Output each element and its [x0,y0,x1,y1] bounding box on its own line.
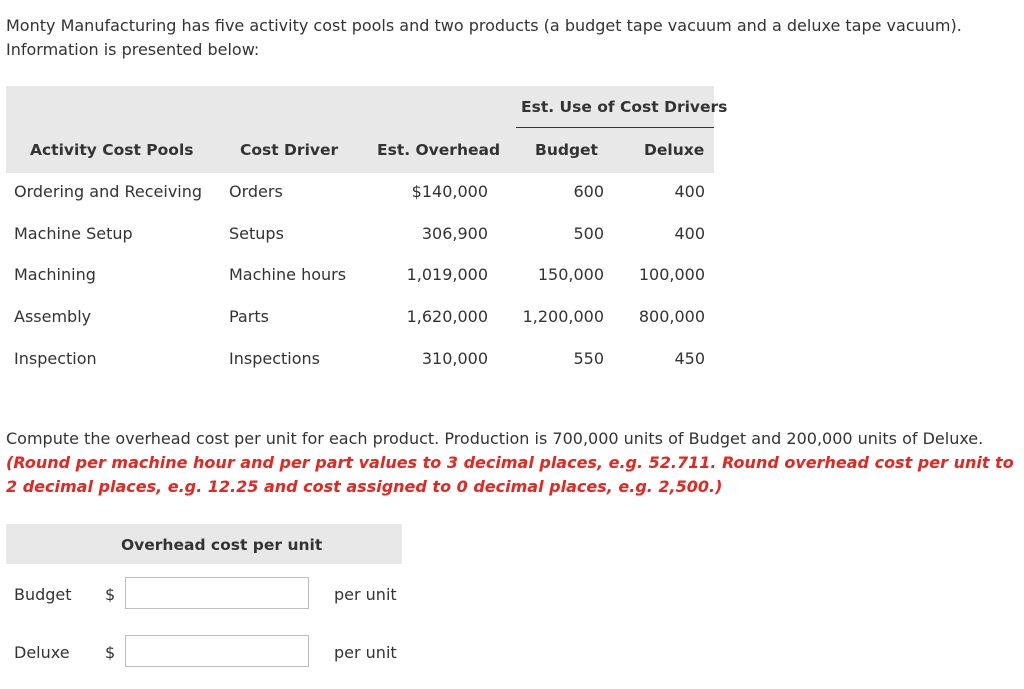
table-row-pool: Ordering and Receiving [14,182,203,201]
table-row-deluxe: 800,000 [638,307,705,326]
table-row-driver: Inspections [229,349,320,368]
budget-overhead-input[interactable] [125,577,309,609]
currency-sign: $ [105,585,116,604]
table-row-deluxe: 400 [674,182,705,201]
group-header-cost-drivers: Est. Use of Cost Drivers [521,98,728,116]
header-budget: Budget [535,141,598,159]
table-row-overhead: $140,000 [411,182,488,201]
rounding-note: (Round per machine hour and per part values to 3 decimal places, e.g. 52.711. Round overhead cost per unit to 2 decimal places, e.g. 12.25 and cost assigned to 0 decimal places, e.g. 2,500.) [6,453,1014,496]
answer-label-deluxe: Deluxe [14,643,70,662]
answer-label-budget: Budget [14,585,72,604]
table-row-budget: 150,000 [537,265,604,284]
table-row-overhead: 1,019,000 [406,265,488,284]
table-row-budget: 1,200,000 [522,307,604,326]
table-row-driver: Orders [229,182,283,201]
table-row-overhead: 1,620,000 [406,307,488,326]
table-row-pool: Machining [14,265,96,284]
table-row-overhead: 310,000 [421,349,488,368]
group-header-underline [516,127,714,128]
header-deluxe: Deluxe [644,141,705,159]
instruction-text [6,427,1020,499]
currency-sign: $ [105,643,116,662]
answer-header: Overhead cost per unit [121,536,323,554]
unit-label: per unit [334,585,397,604]
intro-text: Monty Manufacturing has five activity cost pools and two products (a budget tape vacuum and a deluxe tape vacuum). Information is presented below: [6,16,962,59]
table-row-driver: Parts [229,307,269,326]
header-activity-cost-pools: Activity Cost Pools [30,141,194,159]
deluxe-overhead-input[interactable] [125,635,309,667]
table-row-pool: Assembly [14,307,92,326]
table-row-deluxe: 400 [674,224,705,243]
table-row-driver: Setups [229,224,284,243]
header-est-overhead: Est. Overhead [377,141,501,159]
table-row-budget: 550 [573,349,604,368]
table-row-budget: 600 [573,182,604,201]
table-row-deluxe: 100,000 [638,265,705,284]
table-row-deluxe: 450 [674,349,705,368]
table-row-pool: Inspection [14,349,97,368]
table-row-driver: Machine hours [229,265,347,284]
table-row-overhead: 306,900 [421,224,488,243]
instruction-main: Compute the overhead cost per unit for each product. Production is 700,000 units of Budget and 200,000 units of Deluxe. [6,429,984,448]
table-row-budget: 500 [573,224,604,243]
header-cost-driver: Cost Driver [240,141,339,159]
table-row-pool: Machine Setup [14,224,133,243]
unit-label: per unit [334,643,397,662]
